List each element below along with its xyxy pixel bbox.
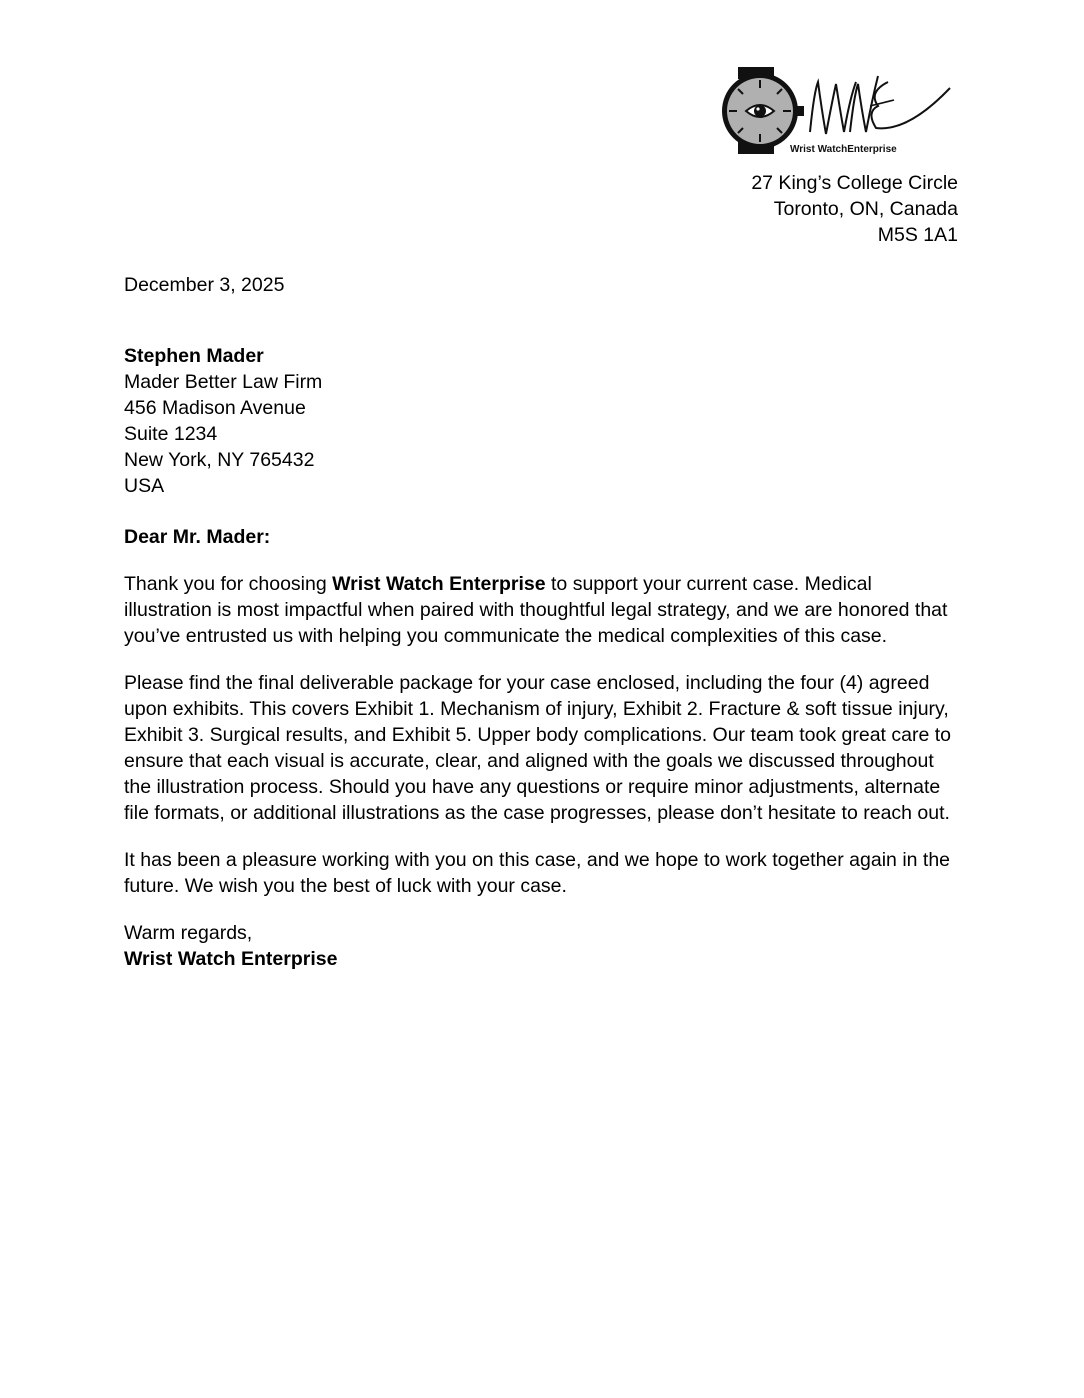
sender-address (751, 170, 958, 248)
letter-date: December 3, 2025 (124, 274, 285, 296)
body-paragraph: Please find the final deliverable package for your case enclosed, including the four (4) agreed upon exhibits. This covers Exhibit 1. Mechanism of injury, Exhibit 2. Fracture & soft tissue injury, Exhibit 3. Surgical results, and Exhibit 5. Upper body complications. Our team took great care to ensure that each visual is accurate, clear, and aligned with the goals we discussed throughout the illustration process. Should you have any questions or require minor adjustments, alternate file formats, or additional illustrations as the case progresses, please don’t hesitate to reach out. (124, 672, 951, 824)
paragraph-text: Thank you for choosing (124, 573, 333, 595)
company-logo (718, 62, 958, 162)
paragraph-text: to support your current case. Medical illustration is most impactful when paired with thoughtful legal strategy, and we are honored that you’ve entrusted us with helping you communicate the medical complexities of this case. (124, 573, 948, 647)
recipient-suite: Suite 1234 (124, 423, 218, 445)
salutation: Dear Mr. Mader: (124, 526, 271, 548)
recipient-name: Stephen Mader (124, 345, 264, 367)
valediction: Warm regards, (124, 922, 253, 944)
recipient-city: New York, NY 765432 (124, 449, 315, 471)
body-paragraph: It has been a pleasure working with you on this case, and we hope to work together again in the future. We wish you the best of luck with your case. (124, 849, 951, 897)
sender-address-line: Toronto, ON, Canada (773, 198, 958, 220)
closing (124, 920, 964, 972)
watch-eye-logo-icon (718, 62, 958, 162)
recipient-country: USA (124, 475, 165, 497)
signatory: Wrist Watch Enterprise (124, 948, 338, 970)
body-paragraph (124, 571, 964, 649)
logo-caption: Wrist WatchEnterprise (790, 144, 897, 155)
sender-postal-code: M5S 1A1 (877, 224, 958, 246)
company-name-bold: Wrist Watch Enterprise (332, 573, 546, 595)
recipient-address (124, 343, 964, 499)
recipient-street: 456 Madison Avenue (124, 397, 306, 419)
recipient-firm: Mader Better Law Firm (124, 371, 323, 393)
sender-address-line: 27 King’s College Circle (751, 172, 958, 194)
